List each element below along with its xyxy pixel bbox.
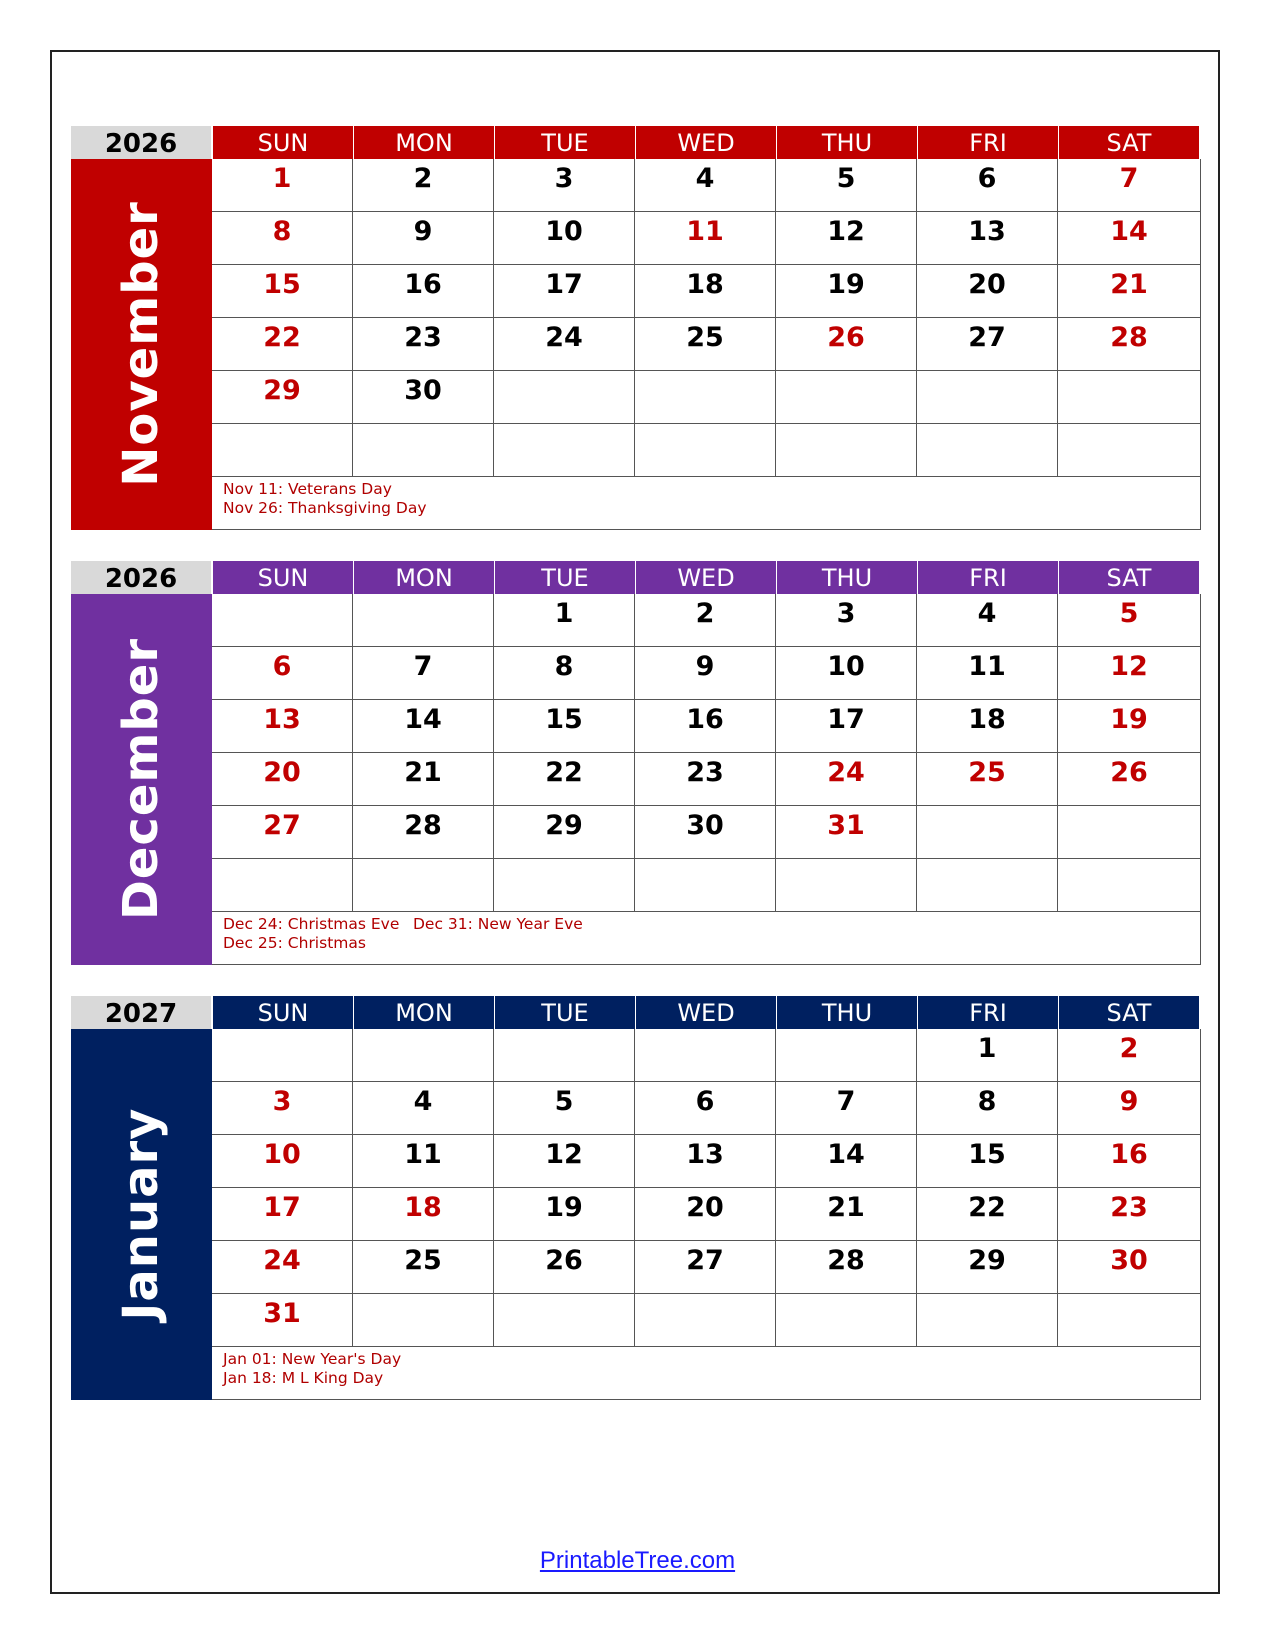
day-cell <box>776 424 917 477</box>
day-cell: 20 <box>917 265 1058 318</box>
day-cell: 16 <box>1058 1135 1201 1188</box>
day-cell: 11 <box>917 647 1058 700</box>
day-header-mon: MON <box>353 996 494 1029</box>
day-cell: 7 <box>1058 159 1201 212</box>
day-cell: 23 <box>353 318 494 371</box>
day-header-sat: SAT <box>1058 996 1199 1029</box>
calendar-header-row <box>71 126 1201 159</box>
day-cell: 1 <box>494 594 635 647</box>
holidays-list <box>212 1347 1201 1400</box>
day-header-thu: THU <box>776 561 917 594</box>
day-cell: 30 <box>1058 1241 1201 1294</box>
day-cell: 2 <box>635 594 776 647</box>
day-cell <box>494 424 635 477</box>
day-cell: 17 <box>212 1188 353 1241</box>
year-label: 2026 <box>71 561 212 594</box>
holiday-item: Nov 11: Veterans Day <box>223 480 392 498</box>
day-cell: 23 <box>635 753 776 806</box>
year-label: 2026 <box>71 126 212 159</box>
day-cell: 27 <box>635 1241 776 1294</box>
holiday-item: Dec 25: Christmas <box>223 934 366 952</box>
month-name: November <box>113 201 169 487</box>
day-grid <box>212 1029 1201 1347</box>
day-cell <box>212 594 353 647</box>
month-side-band <box>71 159 212 530</box>
day-cell: 9 <box>635 647 776 700</box>
day-cell: 5 <box>1058 594 1201 647</box>
day-cell: 3 <box>494 159 635 212</box>
day-header-sun: SUN <box>212 561 353 594</box>
day-cell: 10 <box>776 647 917 700</box>
day-cell <box>917 1294 1058 1347</box>
day-cell: 17 <box>494 265 635 318</box>
day-cell <box>494 1029 635 1082</box>
day-cell: 7 <box>353 647 494 700</box>
day-header-fri: FRI <box>917 996 1058 1029</box>
day-cell: 12 <box>494 1135 635 1188</box>
day-cell <box>917 806 1058 859</box>
day-cell <box>1058 859 1201 912</box>
day-cell: 6 <box>212 647 353 700</box>
day-cell: 19 <box>776 265 917 318</box>
day-grid <box>212 594 1201 912</box>
day-header-sat: SAT <box>1058 561 1199 594</box>
day-cell <box>776 1294 917 1347</box>
day-cell: 3 <box>212 1082 353 1135</box>
day-cell <box>1058 371 1201 424</box>
day-header-tue: TUE <box>494 996 635 1029</box>
day-cell: 16 <box>353 265 494 318</box>
day-cell: 14 <box>1058 212 1201 265</box>
day-cell: 28 <box>1058 318 1201 371</box>
holidays-list <box>212 912 1201 965</box>
day-cell <box>776 371 917 424</box>
day-cell <box>917 371 1058 424</box>
day-cell: 20 <box>212 753 353 806</box>
day-cell: 14 <box>776 1135 917 1188</box>
day-header-sun: SUN <box>212 996 353 1029</box>
day-cell <box>353 1029 494 1082</box>
day-cell: 4 <box>635 159 776 212</box>
day-header-sat: SAT <box>1058 126 1199 159</box>
day-cell: 1 <box>212 159 353 212</box>
day-cell <box>1058 806 1201 859</box>
day-header-thu: THU <box>776 996 917 1029</box>
day-cell <box>494 371 635 424</box>
day-cell <box>917 424 1058 477</box>
day-cell <box>212 859 353 912</box>
day-cell: 7 <box>776 1082 917 1135</box>
day-cell: 29 <box>494 806 635 859</box>
day-cell: 23 <box>1058 1188 1201 1241</box>
day-cell: 11 <box>635 212 776 265</box>
day-cell <box>776 859 917 912</box>
day-header-mon: MON <box>353 561 494 594</box>
day-cell: 30 <box>635 806 776 859</box>
day-cell: 18 <box>635 265 776 318</box>
day-cell: 22 <box>494 753 635 806</box>
day-cell <box>917 859 1058 912</box>
day-cell: 26 <box>776 318 917 371</box>
day-grid <box>212 159 1201 477</box>
day-cell: 28 <box>353 806 494 859</box>
day-cell: 30 <box>353 371 494 424</box>
day-cell: 21 <box>776 1188 917 1241</box>
day-cell <box>1058 1294 1201 1347</box>
day-cell: 6 <box>917 159 1058 212</box>
day-cell <box>353 1294 494 1347</box>
month-name: December <box>113 637 169 921</box>
day-cell: 24 <box>776 753 917 806</box>
day-cell: 13 <box>635 1135 776 1188</box>
day-header-thu: THU <box>776 126 917 159</box>
day-cell <box>494 1294 635 1347</box>
day-cell: 1 <box>917 1029 1058 1082</box>
day-cell: 26 <box>494 1241 635 1294</box>
day-cell <box>776 1029 917 1082</box>
day-cell <box>635 1029 776 1082</box>
day-cell: 12 <box>776 212 917 265</box>
day-cell: 24 <box>212 1241 353 1294</box>
month-side-band <box>71 594 212 965</box>
day-cell: 13 <box>212 700 353 753</box>
day-cell: 9 <box>353 212 494 265</box>
day-cell: 26 <box>1058 753 1201 806</box>
day-cell: 3 <box>776 594 917 647</box>
day-cell: 18 <box>353 1188 494 1241</box>
day-cell <box>353 594 494 647</box>
day-cell: 27 <box>212 806 353 859</box>
day-cell: 15 <box>494 700 635 753</box>
holiday-item: Dec 31: New Year Eve <box>413 915 583 933</box>
day-cell <box>494 859 635 912</box>
holiday-item: Nov 26: Thanksgiving Day <box>223 499 427 517</box>
day-cell: 31 <box>776 806 917 859</box>
day-cell <box>635 371 776 424</box>
day-cell: 29 <box>212 371 353 424</box>
year-label: 2027 <box>71 996 212 1029</box>
day-cell: 9 <box>1058 1082 1201 1135</box>
day-cell: 25 <box>635 318 776 371</box>
day-header-wed: WED <box>635 996 776 1029</box>
day-cell: 31 <box>212 1294 353 1347</box>
day-cell: 2 <box>353 159 494 212</box>
footer-link[interactable]: PrintableTree.com <box>539 1547 736 1574</box>
day-header-fri: FRI <box>917 126 1058 159</box>
day-cell: 19 <box>1058 700 1201 753</box>
calendar-header-row <box>71 996 1201 1029</box>
day-cell <box>353 859 494 912</box>
calendar-header-row <box>71 561 1201 594</box>
day-cell: 21 <box>353 753 494 806</box>
day-cell <box>353 424 494 477</box>
holidays-list <box>212 477 1201 530</box>
day-cell: 19 <box>494 1188 635 1241</box>
day-cell: 8 <box>494 647 635 700</box>
day-cell: 2 <box>1058 1029 1201 1082</box>
day-cell <box>635 424 776 477</box>
holiday-item: Jan 01: New Year's Day <box>223 1350 402 1368</box>
day-cell: 6 <box>635 1082 776 1135</box>
day-header-fri: FRI <box>917 561 1058 594</box>
day-cell <box>212 424 353 477</box>
day-header-sun: SUN <box>212 126 353 159</box>
day-header-wed: WED <box>635 561 776 594</box>
day-cell: 22 <box>917 1188 1058 1241</box>
day-header-mon: MON <box>353 126 494 159</box>
day-cell: 10 <box>212 1135 353 1188</box>
day-cell: 21 <box>1058 265 1201 318</box>
day-cell: 29 <box>917 1241 1058 1294</box>
day-cell: 28 <box>776 1241 917 1294</box>
day-cell: 8 <box>212 212 353 265</box>
holiday-item: Jan 18: M L King Day <box>223 1369 384 1387</box>
day-cell: 8 <box>917 1082 1058 1135</box>
day-cell: 4 <box>353 1082 494 1135</box>
day-header-tue: TUE <box>494 561 635 594</box>
month-name: January <box>113 1107 169 1321</box>
day-header-wed: WED <box>635 126 776 159</box>
day-cell: 16 <box>635 700 776 753</box>
day-cell: 22 <box>212 318 353 371</box>
month-side-band <box>71 1029 212 1400</box>
day-cell: 11 <box>353 1135 494 1188</box>
day-cell <box>1058 424 1201 477</box>
day-cell: 15 <box>212 265 353 318</box>
day-header-tue: TUE <box>494 126 635 159</box>
day-cell: 25 <box>353 1241 494 1294</box>
day-cell <box>635 859 776 912</box>
day-cell: 10 <box>494 212 635 265</box>
day-cell <box>635 1294 776 1347</box>
day-cell: 20 <box>635 1188 776 1241</box>
day-cell: 12 <box>1058 647 1201 700</box>
day-cell: 25 <box>917 753 1058 806</box>
day-cell: 27 <box>917 318 1058 371</box>
day-cell: 14 <box>353 700 494 753</box>
day-cell: 5 <box>494 1082 635 1135</box>
day-cell <box>212 1029 353 1082</box>
day-cell: 18 <box>917 700 1058 753</box>
day-cell: 5 <box>776 159 917 212</box>
day-cell: 4 <box>917 594 1058 647</box>
day-cell: 13 <box>917 212 1058 265</box>
day-cell: 17 <box>776 700 917 753</box>
day-cell: 15 <box>917 1135 1058 1188</box>
day-cell: 24 <box>494 318 635 371</box>
holiday-item: Dec 24: Christmas Eve <box>223 915 400 933</box>
